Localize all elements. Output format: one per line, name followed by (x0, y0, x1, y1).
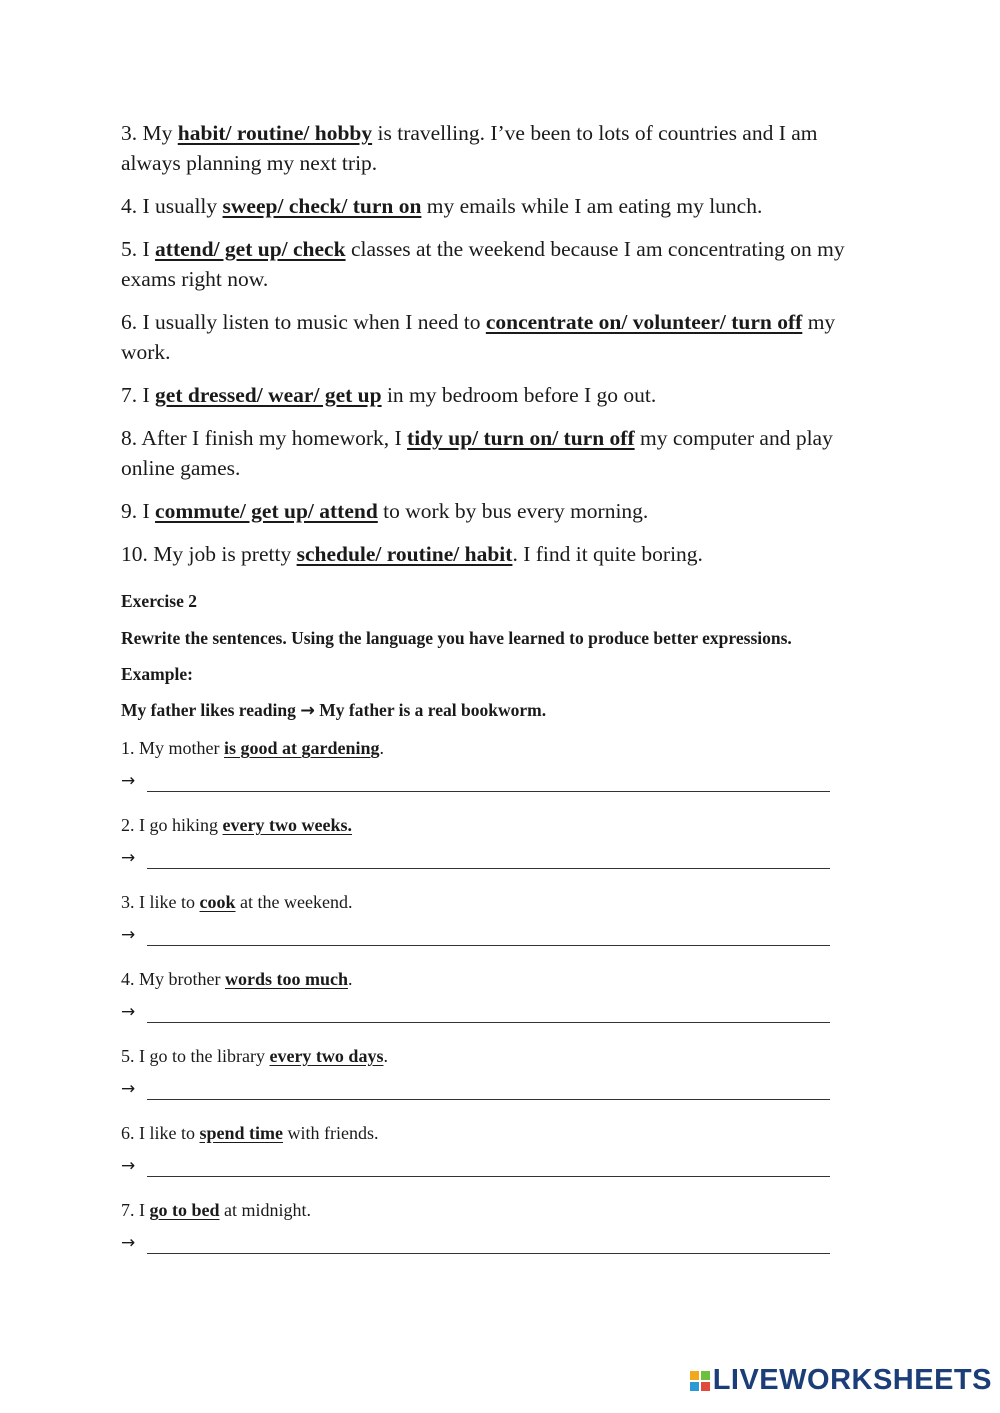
arrow-icon: → (121, 1079, 136, 1099)
options: commute/ get up/ attend (155, 499, 378, 523)
answer-line-3[interactable] (147, 921, 830, 946)
exercise-2-title: Exercise 2 (121, 591, 197, 611)
ex2-item-1: 1. My mother is good at gardening. (121, 738, 385, 758)
logo-square (701, 1382, 710, 1391)
ex2-item-3: 3. I like to cook at the weekend. (121, 892, 353, 912)
logo-mark-icon (690, 1371, 710, 1391)
answer-row (121, 1075, 881, 1122)
options: sweep/ check/ turn on (222, 194, 422, 218)
ex2-item-7: 7. I go to bed at midnight. (121, 1200, 312, 1220)
logo-square (701, 1371, 710, 1380)
arrow-icon: → (121, 848, 136, 868)
ex1-item-7: 7. I get dressed/ wear/ get up in my bedroom before I go out. (121, 383, 657, 407)
logo-text: LIVEWORKSHEETS (712, 1364, 992, 1396)
target-phrase: is good at gardening (224, 738, 380, 758)
answer-line-7[interactable] (147, 1229, 830, 1254)
answer-line-4[interactable] (147, 998, 830, 1023)
arrow-icon: → (300, 701, 315, 721)
answer-row (121, 998, 881, 1045)
options: tidy up/ turn on/ turn off (407, 426, 635, 450)
exercise-1 (121, 118, 881, 569)
ex2-item-2: 2. I go hiking every two weeks. (121, 815, 352, 835)
exercise-2-instruction: Rewrite the sentences. Using the language you have learned to produce better expressions. (121, 628, 792, 648)
example-sentence: My father likes reading → My father is a real bookworm. (121, 700, 547, 721)
ex1-item-5: 5. I attend/ get up/ check classes at the weekend because I am concentrating on my exams right now. (121, 237, 845, 291)
answer-row (121, 1229, 881, 1276)
arrow-icon: → (121, 1002, 136, 1022)
target-phrase: cook (199, 892, 236, 912)
arrow-icon: → (121, 1156, 136, 1176)
answer-line-2[interactable] (147, 844, 830, 869)
answer-row (121, 921, 881, 968)
ex2-item-4: 4. My brother words too much. (121, 969, 353, 989)
ex1-item-3: 3. My habit/ routine/ hobby is travelling. I’ve been to lots of countries and I am always planning my next trip. (121, 121, 818, 175)
exercise-2 (121, 591, 881, 1276)
arrow-icon: → (121, 1233, 136, 1253)
options: habit/ routine/ hobby (177, 121, 373, 145)
target-phrase: every two weeks. (222, 815, 352, 835)
answer-row (121, 1152, 881, 1199)
worksheet-page (121, 118, 881, 1276)
target-phrase: go to bed (149, 1200, 220, 1220)
logo-square (690, 1382, 699, 1391)
answer-line-6[interactable] (147, 1152, 830, 1177)
options: attend/ get up/ check (155, 237, 346, 261)
arrow-icon: → (121, 925, 136, 945)
ex1-item-6: 6. I usually listen to music when I need to concentrate on/ volunteer/ turn off my work. (121, 310, 836, 364)
ex2-item-6: 6. I like to spend time with friends. (121, 1123, 379, 1143)
answer-line-5[interactable] (147, 1075, 830, 1100)
target-phrase: spend time (199, 1123, 284, 1143)
liveworksheets-logo[interactable] (690, 1364, 992, 1397)
answer-row (121, 767, 881, 814)
example-label: Example: (121, 664, 193, 684)
answer-line-1[interactable] (147, 767, 830, 792)
ex1-item-10: 10. My job is pretty schedule/ routine/ habit. I find it quite boring. (121, 542, 703, 566)
ex2-item-5: 5. I go to the library every two days. (121, 1046, 388, 1066)
options: concentrate on/ volunteer/ turn off (485, 310, 803, 334)
ex1-item-8: 8. After I finish my homework, I tidy up/ turn on/ turn off my computer and play online games. (121, 426, 833, 480)
logo-square (690, 1371, 699, 1380)
options: get dressed/ wear/ get up (155, 383, 382, 407)
arrow-icon: → (121, 771, 136, 791)
target-phrase: every two days (269, 1046, 384, 1066)
target-phrase: words too much (224, 969, 348, 989)
answer-row (121, 844, 881, 891)
options: schedule/ routine/ habit (296, 542, 513, 566)
ex1-item-9: 9. I commute/ get up/ attend to work by bus every morning. (121, 499, 649, 523)
ex1-item-4: 4. I usually sweep/ check/ turn on my emails while I am eating my lunch. (121, 194, 763, 218)
